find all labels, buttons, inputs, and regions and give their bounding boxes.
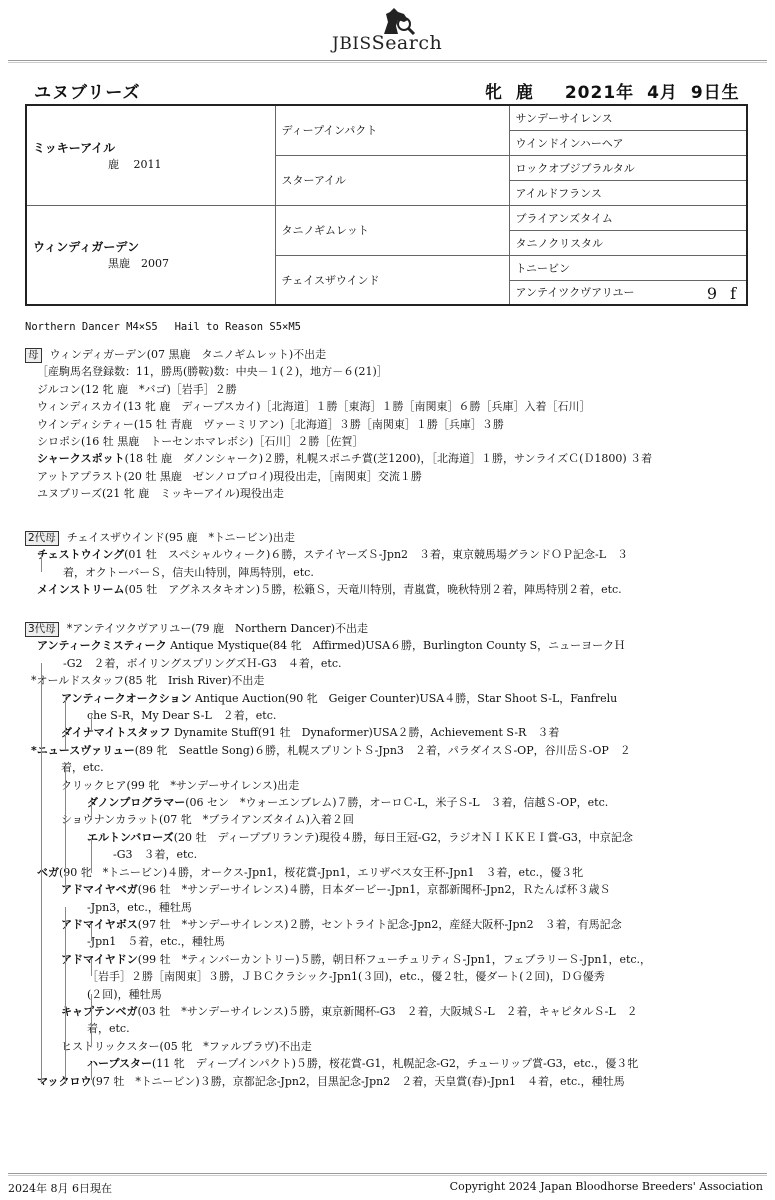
progeny-record: (97 牡 *トニービン)３勝，京都記念-Jpn2，目黒記念-Jpn2 ２着，天皇賞(春)-Jpn1 ４着，etc.，種牡馬 — [91, 1074, 625, 1088]
second-dam-tag: 2代母 — [25, 531, 59, 546]
second-dam-line: チェイスザウインド(95 鹿 *トニービン)出走 — [66, 531, 295, 544]
progeny-name[interactable]: ダノンプログラマー — [87, 796, 186, 810]
pedigree-dam-sire[interactable]: タニノギムレット — [275, 205, 509, 255]
progeny-line-cont: ［岩手］２勝［南関東］３勝，ＪＢＣクラシック-Jpn1(３回)，etc.，優２牡，優ダート(２回)，ＤＧ優秀 — [87, 970, 605, 984]
third-dam-section — [25, 620, 755, 1090]
progeny-line-cont: 着，etc. — [61, 761, 104, 775]
horse-name: ユヌブリーズ — [34, 83, 141, 103]
progeny-record: (90 牝 *トニービン)４勝，オークス-Jpn1，桜花賞-Jpn1，エリザベス女王杯-Jpn1 ３着，etc.，優３牝 — [59, 865, 584, 879]
dam-tag: 母 — [25, 348, 42, 363]
header-divider — [8, 60, 767, 61]
progeny-line-cont: -Jpn3，etc.，種牡馬 — [87, 900, 192, 914]
progeny-line — [25, 1055, 755, 1072]
indent-bar — [91, 924, 92, 941]
logo-jbis: JBIS — [332, 34, 372, 54]
progeny-name[interactable]: アドマイヤベガ — [61, 883, 138, 897]
pedigree-dam-dam[interactable]: チェイスザウインド — [275, 255, 509, 305]
progeny-name[interactable]: アドマイヤドン — [61, 952, 138, 966]
dam-name[interactable]: ウィンディガーデン — [33, 240, 140, 255]
progeny-record: (03 牡 *サンデーサイレンス)５勝，東京新聞杯-G3 ２着，大阪城Ｓ-L ２着，キャピタルＳ-L ２ — [137, 1004, 638, 1018]
footer-divider — [8, 1173, 767, 1174]
third-dam-tag: 3代母 — [25, 622, 59, 637]
jbis-search-logo[interactable] — [326, 6, 466, 54]
progeny-line-cont: 着，etc. — [87, 1022, 130, 1036]
progeny-record: (96 牡 *サンデーサイレンス)４勝，日本ダービー-Jpn1，京都新聞杯-Jpn2，Ｒたんぱ杯３歳Ｓ — [137, 883, 611, 897]
progeny-line — [25, 450, 755, 467]
footer-copyright: Copyright 2024 Japan Bloodhorse Breeders' Association — [449, 1180, 763, 1193]
indent-bar — [91, 994, 92, 1046]
pedigree-g3-5[interactable]: ブライアンズタイム — [509, 205, 747, 230]
progeny-name[interactable]: マックロウ — [37, 1074, 92, 1088]
pedigree-g3-2[interactable]: ウインドインハーヘア — [509, 130, 747, 155]
progeny-record: (99 牡 *ティンバーカントリー)５勝，朝日杯フューチュリティＳ-Jpn1，フェブラリーＳ-Jpn1，etc.， — [137, 952, 652, 966]
indent-bar — [91, 715, 92, 732]
indent-bar — [65, 768, 66, 890]
footer-divider-2 — [8, 1175, 767, 1176]
progeny-record: (20 牡 ディープブリランテ)現役４勝，毎日王冠-G2，ラジオＮＩＫＫＥＩ賞-G3，中京記念 — [173, 830, 633, 844]
progeny-line — [25, 951, 755, 968]
family-number: 9 f — [706, 283, 740, 303]
dam-color-year: 黒鹿 2007 — [108, 257, 169, 271]
pedigree-g3-1[interactable]: サンデーサイレンス — [509, 105, 747, 130]
pedigree-g3-7[interactable]: トニービン — [509, 255, 747, 280]
progeny-line: ヒストリックスター(05 牝 *ファルブラヴ)不出走 — [61, 1039, 312, 1053]
progeny-name[interactable]: アドマイヤボス — [61, 917, 138, 931]
progeny-record: (18 牡 鹿 ダノンシャーク)２勝，札幌スポニチ賞(芝1200)，［北海道］１勝，サンライズＣ(Ｄ1800) ３着 — [124, 452, 653, 466]
progeny-name[interactable]: ベガ — [37, 865, 59, 879]
progeny-record: (89 牝 Seattle Song)６勝，札幌スプリントＳ-Jpn3 ２着，パラダイスＳ-OP，谷川岳Ｓ-OP ２ — [134, 743, 631, 757]
progeny-line: *オールドスタッフ(85 牝 Irish River)不出走 — [31, 674, 265, 688]
pedigree-sire-dam[interactable]: スターアイル — [275, 155, 509, 205]
progeny-line: ジルコン(12 牝 鹿 *バゴ)［岩手］２勝 — [37, 382, 237, 396]
pedigree-table — [25, 104, 748, 306]
progeny-name[interactable]: *ニュースヴァリュー — [31, 743, 135, 757]
progeny-line: シロポシ(16 牡 黒鹿 トーセンホマレボシ)［石川］２勝［佐賀］ — [37, 435, 364, 449]
dam-progeny-stats: ［産駒馬名登録数：11，勝馬(勝鞍)数：中央－１(２)，地方－６(21)］ — [37, 365, 388, 379]
pedigree-g3-6[interactable]: タニノクリスタル — [509, 230, 747, 255]
progeny-line: ショウナンカラット(07 牝 *ブライアンズタイム)入着２回 — [61, 813, 354, 827]
progeny-record: (06 セン *ウォーエンブレム)７勝，オーロＣ-L，米子Ｓ-L ３着，信越Ｓ-OP，etc. — [185, 796, 609, 810]
progeny-line: クリックヒア(99 牝 *サンデーサイレンス)出走 — [61, 778, 300, 792]
pedigree-g3-8-name[interactable]: アンテイツクヴアリユー — [515, 286, 635, 300]
pedigree-g3-4[interactable]: アイルドフランス — [509, 180, 747, 205]
progeny-line — [25, 829, 755, 846]
progeny-line-cont: -G3 ３着，etc. — [113, 848, 198, 862]
progeny-record: (97 牡 *サンデーサイレンス)２勝，セントライト記念-Jpn2，産経大阪杯-Jpn2 ３着，有馬記念 — [137, 917, 622, 931]
progeny-record: Antique Mystique(84 牝 Affirmed)USA６勝，Burlington County S，ニューヨークＨ — [166, 639, 626, 653]
logo-search: Search — [371, 32, 443, 54]
progeny-line — [25, 916, 755, 933]
indent-bar — [91, 803, 92, 820]
progeny-record: (01 牡 スペシャルウィーク)６勝，ステイヤーズＳ-Jpn2 ３着，東京競馬場グランドＯＰ記念-L ３ — [124, 548, 629, 562]
sire-color-year: 鹿 2011 — [108, 157, 162, 171]
progeny-name[interactable]: シャークスポット — [37, 452, 125, 466]
pedigree-sire-sire[interactable]: ディープインパクト — [275, 105, 509, 155]
indent-bar — [91, 1063, 92, 1080]
progeny-line — [25, 1003, 755, 1020]
progeny-line — [25, 742, 755, 759]
indent-bar — [91, 959, 92, 976]
progeny-line — [25, 881, 755, 898]
indent-bar — [65, 907, 66, 1084]
indent-bar — [65, 698, 66, 750]
third-dam-line: *アンテイツクヴアリユー(79 鹿 Northern Dancer)不出走 — [66, 622, 369, 635]
progeny-line — [25, 581, 755, 598]
pedigree-g3-8 — [509, 280, 747, 305]
progeny-line — [25, 724, 755, 741]
progeny-record: (05 牡 アグネスタキオン)５勝，松籟Ｓ，天竜川特別，青嵐賞，晩秋特別２着，陣馬特別２着，etc. — [124, 583, 622, 597]
progeny-line: アットアプラスト(20 牡 黒鹿 ゼンノロブロイ)現役出走，［南関東］交流１勝 — [37, 469, 422, 483]
progeny-line — [25, 690, 755, 707]
progeny-line — [25, 794, 755, 811]
sire-name[interactable]: ミッキーアイル — [33, 140, 116, 155]
progeny-line-cont: -Jpn1 ５着，etc.，種牡馬 — [87, 935, 225, 949]
horse-sex-color-birthdate: 牝 鹿 2021年 4月 9日生 — [485, 83, 740, 103]
progeny-name[interactable]: アンティークオークション — [61, 691, 192, 705]
pedigree-dam — [26, 205, 275, 305]
progeny-name[interactable]: アンティークミスティーク — [37, 639, 167, 653]
progeny-line: ユヌブリーズ(21 牝 鹿 ミッキーアイル)現役出走 — [37, 487, 284, 501]
progeny-record: (11 牝 ディープインパクト)５勝，桜花賞-G1，札幌記念-G2，チューリップ賞-G3，etc.，優３牝 — [152, 1057, 639, 1071]
progeny-name[interactable]: エルトンバローズ — [87, 830, 174, 844]
progeny-name[interactable]: チェストウイング — [37, 548, 125, 562]
progeny-line — [25, 864, 755, 881]
footer-date: 2024年 8月 6日現在 — [8, 1182, 112, 1195]
progeny-line-cont: (２回)，種牡馬 — [87, 987, 162, 1001]
dam-line: ウィンディガーデン(07 黒鹿 タニノギムレット)不出走 — [49, 348, 327, 361]
progeny-line — [25, 637, 755, 654]
progeny-line: ウィンディスカイ(13 牝 鹿 ディープスカイ)［北海道］１勝［東海］１勝［南関東］６勝［兵庫］入着［石川］ — [37, 400, 591, 414]
progeny-line — [25, 1073, 755, 1090]
progeny-line-cont: che S-R，My Dear S-L ２着，etc. — [87, 709, 277, 723]
progeny-line: ウインディシティー(15 牡 青鹿 ヴァーミリアン)［北海道］３勝［南関東］１勝［兵庫］３勝 — [37, 417, 504, 431]
pedigree-g3-3[interactable]: ロックオブジブラルタル — [509, 155, 747, 180]
indent-bar — [41, 555, 42, 572]
header-divider-2 — [8, 62, 767, 63]
indent-bar — [41, 663, 42, 1084]
progeny-line-cont: 着，オクトーバーＳ，信夫山特別，陣馬特別，etc. — [63, 565, 314, 579]
progeny-name[interactable]: キャプテンベガ — [61, 1004, 138, 1018]
progeny-name[interactable]: ハープスター — [87, 1057, 153, 1071]
progeny-name[interactable]: メインストリーム — [37, 583, 125, 597]
dam-section — [25, 346, 755, 503]
progeny-record: Dynamite Stuff(91 牡 Dynaformer)USA２勝，Achievement S-R ３着 — [170, 726, 560, 740]
progeny-record: Antique Auction(90 牝 Geiger Counter)USA４勝，Star Shoot S-L，Fanfrelu — [191, 691, 618, 705]
second-dam-section — [25, 529, 755, 599]
inbreeding-info: Northern Dancer M4×S5 Hail to Reason S5×M5 — [25, 321, 302, 333]
progeny-line-cont: -G2 ２着，ボイリングスプリングズＨ-G3 ４着，etc. — [63, 656, 342, 670]
progeny-name[interactable]: ダイナマイトスタッフ — [61, 726, 171, 740]
progeny-line — [25, 546, 755, 563]
indent-bar — [91, 838, 92, 873]
pedigree-sire — [26, 105, 275, 205]
